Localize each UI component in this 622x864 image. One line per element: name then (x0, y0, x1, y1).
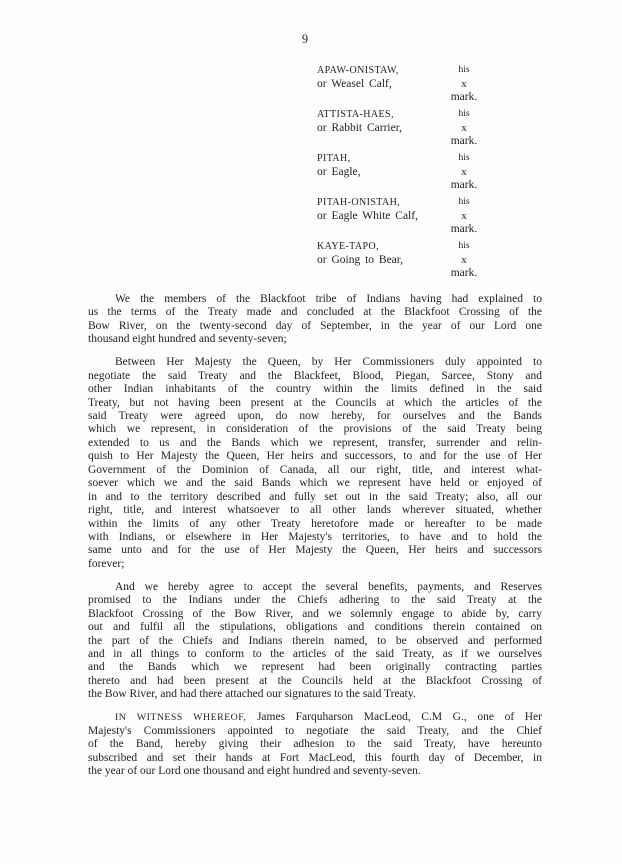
mark-x-glyph: x (461, 165, 467, 178)
text-line: promised to the Indians under the Chiefs adhering to the said Treaty at the (88, 594, 542, 607)
signatory-name: APAW-ONISTAW, (317, 65, 399, 76)
text-line: thereto and had been present at the Councils held at the Blackfoot Crossing of (88, 674, 542, 687)
mark-column (421, 240, 507, 281)
text-line: Majesty's Commissioners appointed to negotiate the said Treaty, and the Chief (88, 724, 542, 737)
mark-word-label: mark. (450, 267, 478, 279)
text-line: us the terms of the Treaty made and concluded at the Blackfoot Crossing of the (88, 306, 542, 319)
text-line: quish to Her Majesty the Queen, Her heirs and successors, to and for the use of Her (88, 450, 542, 463)
text-line: Blackfoot Crossing of the Bow River, and we solemnly engage to abide by, carry (88, 607, 542, 620)
mark-x-glyph: x (461, 121, 467, 134)
signature-list (317, 64, 549, 284)
text-line: which we represent, in consideration of the provisions of the said Treaty being (88, 423, 542, 436)
text-line: and in all things to conform to the articles of the said Treaty, as if we ourselves (88, 647, 542, 660)
signatory-alias: or Weasel Calf, (317, 77, 392, 90)
mark-word-label: mark. (450, 135, 478, 147)
text-line: said Treaty were agreed upon, do now hereby, for ourselves and the Bands (88, 410, 542, 422)
text-line: Bow River, on the twenty-second day of September, in the year of our Lord one (88, 319, 542, 332)
text-line: out and fulfil all the stipulations, obligations and conditions therein contained on (88, 621, 542, 634)
text-line: within the limits of any other Treaty heretofore made or hereafter to be made (88, 517, 542, 530)
mark-his-label: his (458, 241, 470, 251)
text-line: the year of our Lord one thousand and eight hundred and seventy-seven. (88, 764, 421, 777)
paragraph (88, 293, 542, 347)
mark-his-label: his (458, 65, 470, 75)
text-line: Government of the Dominion of Canada, all our right, title, and interest what- (88, 463, 542, 476)
text-line: And we hereby agree to accept the several benefits, payments, and Reserves (115, 580, 542, 593)
text-line: Between Her Majesty the Queen, by Her Commissioners duly appointed to (115, 356, 542, 369)
text-line: same unto and for the use of Her Majesty the Queen, Her heirs and successors (88, 544, 542, 557)
text-line: thousand eight hundred and seventy-seven; (88, 333, 287, 346)
text-line: IN WITNESS WHEREOF, James Farquharson MacLeod, C.M G., one of Her (115, 711, 542, 724)
paragraph (88, 581, 542, 702)
mark-his-label: his (458, 109, 470, 119)
signature-entry (317, 152, 549, 193)
text-line: right, title, and interest whatsoever to all other lands wherever situated, whether (88, 504, 542, 517)
text-line: and the Bands which we represent had been originally contracting parties (88, 661, 542, 674)
mark-word-label: mark. (450, 91, 478, 103)
mark-word-label: mark. (450, 223, 478, 235)
body-text (88, 293, 542, 788)
text-line: negotiate the said Treaty and the Blackfeet, Blood, Piegan, Sarcee, Stony and (88, 369, 542, 382)
text-line: in and to the territory described and fully set out in the said Treaty; also, all our (88, 490, 542, 503)
mark-x-glyph: x (461, 253, 467, 266)
paragraph (88, 711, 542, 778)
signatory-alias: or Eagle White Calf, (317, 209, 418, 222)
text-line: with Indians, or elsewhere in Her Majesty's territories, to have and to hold the (88, 530, 542, 543)
page-number: 9 (301, 32, 309, 46)
text-line: forever; (88, 557, 125, 570)
signature-entry (317, 108, 549, 149)
signatory-name: ATTISTA-HAES, (317, 109, 394, 120)
text-line: the part of the Chiefs and Indians therein named, to be observed and performed (88, 634, 542, 647)
text-line: other Indian inhabitants of the country within the limits defined in the said (88, 383, 542, 396)
signatory-alias: or Rabbit Carrier, (317, 121, 402, 134)
mark-x-glyph: x (461, 209, 467, 222)
signature-entry (317, 64, 549, 105)
signatory-name: PITAH-ONISTAH, (317, 197, 401, 208)
signatory-name: PITAH, (317, 153, 351, 164)
signatory-alias: or Going to Bear, (317, 253, 404, 266)
mark-his-label: his (458, 197, 470, 207)
mark-column (421, 152, 507, 193)
signature-entry (317, 196, 549, 237)
mark-his-label: his (458, 153, 470, 163)
signature-entry (317, 240, 549, 281)
text-line: subscribed and set their hands at Fort MacLeod, this fourth day of December, in (88, 751, 542, 764)
signatory-name: KAYE-TAPO, (317, 241, 379, 252)
text-line: We the members of the Blackfoot tribe of Indians having had explained to (115, 293, 542, 305)
text-line: soever which we and the said Bands which we represent have held or enjoyed of (88, 477, 542, 490)
signatory-alias: or Eagle, (317, 165, 361, 178)
text-line: the Bow River, and had there attached our signatures to the said Treaty. (88, 688, 416, 701)
mark-column (421, 64, 507, 105)
witness-smallcaps-phrase: IN WITNESS WHEREOF, (115, 712, 247, 724)
mark-x-glyph: x (461, 77, 467, 90)
mark-column (421, 196, 507, 237)
mark-column (421, 108, 507, 149)
text-line: of the Band, hereby giving their adhesion to the said Treaty, have hereunto (88, 738, 542, 751)
text-line: extended to us and the Bands which we represent, transfer, surrender and relin- (88, 436, 542, 449)
paragraph (88, 356, 542, 571)
text-line: Treaty, but not having been present at the Councils at which the articles of the (88, 396, 542, 409)
mark-word-label: mark. (450, 179, 478, 191)
